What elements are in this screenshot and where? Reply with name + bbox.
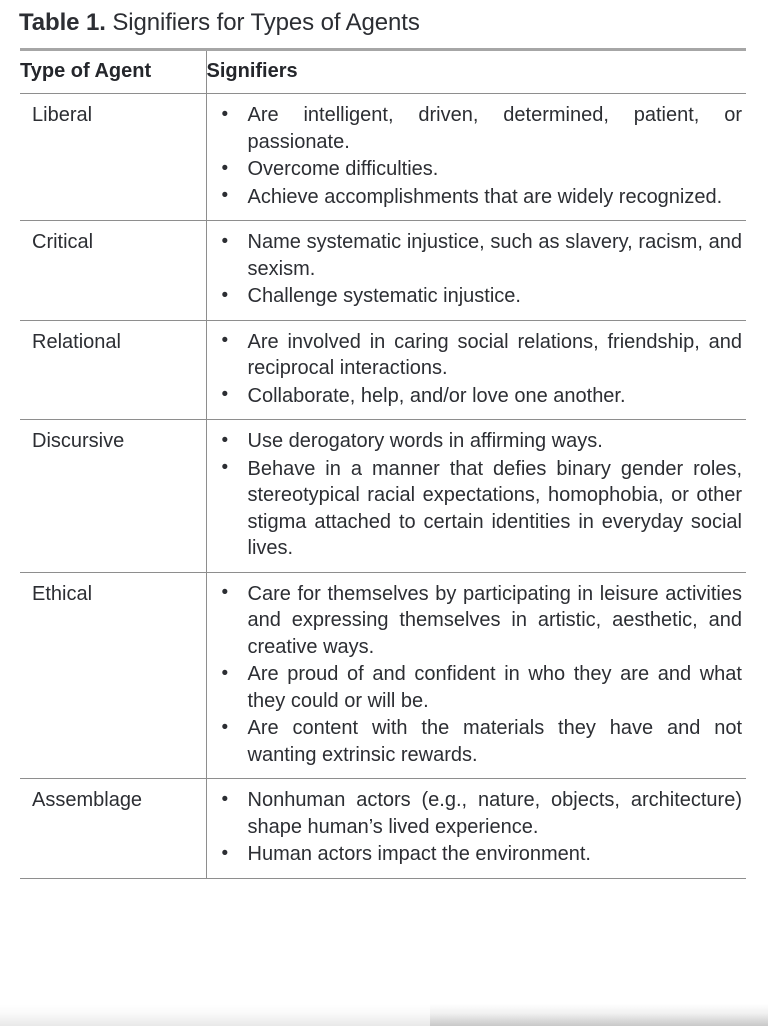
signifier-item: • Achieve accomplishments that are widely recognized.: [221, 184, 743, 211]
table-row: [20, 420, 746, 573]
table-row: [20, 779, 746, 879]
column-header-signifiers: Signifiers: [206, 50, 746, 94]
agent-type-cell: Relational: [20, 320, 206, 420]
signifier-item: • Are involved in caring social relations, friendship, and reciprocal interactions.: [221, 329, 743, 382]
signifiers-cell: [206, 221, 746, 321]
column-header-type-of-agent: Type of Agent: [20, 50, 206, 94]
signifier-item: • Name systematic injustice, such as slavery, racism, and sexism.: [221, 229, 743, 282]
signifiers-cell: [206, 779, 746, 879]
table-caption: [19, 6, 749, 40]
table-head: [20, 50, 746, 94]
agent-type-cell: Discursive: [20, 420, 206, 573]
page-edge-shadow-right: [430, 1004, 768, 1026]
table-row: [20, 94, 746, 221]
signifiers-list: [221, 581, 743, 769]
table-header-row: [20, 50, 746, 94]
signifiers-list: [221, 229, 743, 310]
table-body: [20, 94, 746, 879]
page-edge-shadow: [0, 1004, 768, 1026]
signifier-item: • Behave in a manner that defies binary gender roles, stereotypical racial expectations, homophobia, or other stigma attached to certain identities in everyday social lives.: [221, 456, 743, 562]
signifier-item: • Are intelligent, driven, determined, patient, or passionate.: [221, 102, 743, 155]
signifier-item: • Are proud of and confident in who they are and what they could or will be.: [221, 661, 743, 714]
signifier-item: • Overcome difficulties.: [221, 156, 743, 183]
agent-type-cell: Assemblage: [20, 779, 206, 879]
signifiers-cell: [206, 420, 746, 573]
signifier-item: • Care for themselves by participating in leisure activities and expressing themselves in artistic, aesthetic, and creative ways.: [221, 581, 743, 661]
signifiers-cell: [206, 94, 746, 221]
signifiers-cell: [206, 320, 746, 420]
signifiers-cell: [206, 572, 746, 779]
table-row: [20, 320, 746, 420]
signifiers-table-wrapper: [20, 48, 746, 879]
signifier-item: • Collaborate, help, and/or love one another.: [221, 383, 743, 410]
signifier-item: • Nonhuman actors (e.g., nature, objects, architecture) shape human’s lived experience.: [221, 787, 743, 840]
signifier-item: • Human actors impact the environment.: [221, 841, 743, 868]
signifier-item: • Challenge systematic injustice.: [221, 283, 743, 310]
signifier-item: • Use derogatory words in affirming ways.: [221, 428, 743, 455]
agent-type-cell: Liberal: [20, 94, 206, 221]
table-row: [20, 221, 746, 321]
agent-type-cell: Critical: [20, 221, 206, 321]
signifiers-list: [221, 428, 743, 562]
agent-type-cell: Ethical: [20, 572, 206, 779]
signifiers-list: [221, 329, 743, 410]
table-caption-label: Table 1.: [19, 9, 106, 36]
signifiers-list: [221, 102, 743, 210]
table-row: [20, 572, 746, 779]
signifiers-list: [221, 787, 743, 868]
signifiers-table: [20, 48, 746, 879]
table-caption-text: Signifiers for Types of Agents: [112, 9, 420, 36]
signifier-item: • Are content with the materials they have and not wanting extrinsic rewards.: [221, 715, 743, 768]
